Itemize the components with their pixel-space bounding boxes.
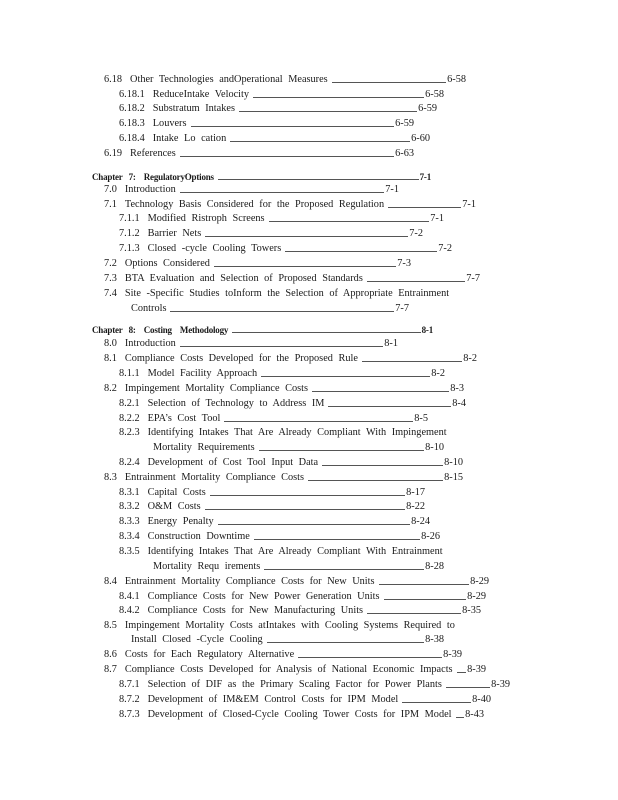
toc-entry-title: Selection of DIF as the Primary Scaling Factor for Power Plants	[147, 679, 442, 690]
toc-entry-number: 7.1.2	[119, 228, 140, 239]
toc-entry-title: Compliance Costs for New Manufacturing Units	[147, 605, 364, 616]
dot-leader	[388, 207, 461, 208]
toc-entry-8-3-5	[119, 545, 466, 558]
dot-leader	[253, 97, 424, 98]
toc-entry-number: 8.7.3	[119, 709, 140, 720]
toc-entry-title: Modified Ristroph Screens	[147, 213, 265, 224]
dot-leader	[332, 82, 446, 83]
dot-leader	[261, 376, 430, 377]
toc-entry-7-4	[104, 287, 470, 300]
toc-entry-number: 8.2.3	[119, 427, 140, 438]
toc-entry-number: 6.18.3	[119, 118, 145, 129]
toc-entry-number: 8.3	[104, 472, 117, 483]
toc-entry-7-1	[104, 198, 476, 211]
toc-entry-number: 7.1	[104, 199, 117, 210]
toc-chapter-heading	[92, 170, 431, 183]
toc-entry-8-5	[104, 619, 490, 632]
toc-page-number: 8-38	[425, 634, 444, 645]
toc-entry-8-7-3	[119, 708, 484, 721]
toc-entry-number: 6.18.1	[119, 89, 145, 100]
toc-entry-8-7-1	[119, 678, 510, 691]
dot-leader	[232, 332, 420, 333]
toc-entry-number: 8.2.2	[119, 413, 140, 424]
toc-entry-title: Barrier Nets	[147, 228, 202, 239]
toc-entry-number: 8.7.2	[119, 694, 140, 705]
dot-leader	[308, 480, 443, 481]
dot-leader	[264, 569, 424, 570]
toc-entry-title: Introduction	[124, 184, 176, 195]
toc-entry-title: Energy Penalty	[147, 516, 214, 527]
toc-page-number: 6-58	[447, 74, 466, 85]
dot-leader	[214, 266, 396, 267]
toc-entry-title: Louvers	[152, 118, 187, 129]
toc-entry-number: 6.19	[104, 148, 123, 159]
toc-entry-number: 8.3.4	[119, 531, 140, 542]
toc-entry-title: Compliance Costs for New Power Generation Units	[147, 591, 380, 602]
toc-entry-6-18-3	[119, 117, 414, 130]
toc-entry-continuation	[131, 633, 444, 646]
toc-entry-6-18-2	[119, 102, 437, 115]
toc-entry-8-3-4	[119, 530, 440, 543]
toc-entry-title: ReduceIntake Velocity	[152, 89, 250, 100]
toc-entry-number: 8.3.3	[119, 516, 140, 527]
toc-page-number: 8-24	[411, 516, 430, 527]
dot-leader	[224, 421, 413, 422]
toc-page-number: 8-10	[444, 457, 463, 468]
toc-entry-8-2	[104, 382, 464, 395]
toc-entry-8-7-2	[119, 693, 491, 706]
chapter-label: Chapter	[92, 172, 123, 182]
toc-entry-number: 8.3.1	[119, 487, 140, 498]
dot-leader	[170, 311, 394, 312]
dot-leader	[180, 346, 383, 347]
toc-entry-number: 7.2	[104, 258, 117, 269]
toc-entry-title: Impingement Mortality Compliance Costs	[124, 383, 309, 394]
toc-page-number: 7-1	[430, 213, 444, 224]
toc-entry-number: 8.1	[104, 353, 117, 364]
toc-entry-8-2-3	[119, 426, 470, 439]
toc-page-number: 6-63	[395, 148, 414, 159]
toc-page-number: 7-7	[466, 273, 480, 284]
dot-leader	[285, 251, 437, 252]
toc-entry-title: O&M Costs	[147, 501, 201, 512]
toc-page-number: 8-39	[443, 649, 462, 660]
toc-page-number: 8-3	[450, 383, 464, 394]
toc-entry-number: 8.7	[104, 664, 117, 675]
dot-leader	[446, 687, 490, 688]
toc-entry-7-3	[104, 272, 480, 285]
toc-entry-number: 7.0	[104, 184, 117, 195]
dot-leader	[384, 599, 467, 600]
toc-entry-8-3-2	[119, 500, 425, 513]
toc-entry-number: 8.5	[104, 620, 117, 631]
toc-entry-title: BTA Evaluation and Selection of Proposed Standards	[124, 273, 363, 284]
toc-page-number: 7-2	[438, 243, 452, 254]
toc-entry-number: 7.4	[104, 288, 117, 299]
toc-entry-title: EPA’s Cost Tool	[147, 413, 221, 424]
toc-entry-title: Development of Closed-Cycle Cooling Tower Costs for IPM Model	[147, 709, 452, 720]
dot-leader	[328, 406, 451, 407]
toc-page-number: 7-1	[385, 184, 399, 195]
toc-page-number: 6-58	[425, 89, 444, 100]
toc-entry-number: 8.2.1	[119, 398, 140, 409]
toc-entry-title: Install Closed -Cycle Cooling	[131, 634, 263, 645]
toc-entry-title: Entrainment Mortality Compliance Costs for New Units	[124, 576, 375, 587]
toc-entry-number: 7.3	[104, 273, 117, 284]
dot-leader	[259, 450, 424, 451]
chapter-title: 7: RegulatoryOptions	[128, 172, 214, 182]
dot-leader	[322, 465, 443, 466]
toc-page-number: 6-60	[411, 133, 430, 144]
toc-page-number: 8-39	[491, 679, 510, 690]
dot-leader	[230, 141, 410, 142]
dot-leader	[205, 236, 408, 237]
toc-page-number: 8-28	[425, 561, 444, 572]
toc-entry-8-4-2	[119, 604, 481, 617]
toc-entry-8-1	[104, 352, 477, 365]
toc-entry-6-18-4	[119, 132, 430, 145]
toc-page-number: 8-1	[421, 325, 433, 335]
toc-entry-title: Substratum Intakes	[152, 103, 235, 114]
toc-entry-number: 8.2	[104, 383, 117, 394]
dot-leader	[379, 584, 470, 585]
toc-entry-number: 8.6	[104, 649, 117, 660]
dot-leader	[239, 111, 417, 112]
toc-entry-8-1-1	[119, 367, 445, 380]
toc-entry-number: 8.7.1	[119, 679, 140, 690]
toc-entry-8-4-1	[119, 590, 486, 603]
toc-page-number: 7-7	[395, 303, 409, 314]
toc-entry-number: 8.3.5	[119, 546, 140, 557]
dot-leader	[267, 642, 424, 643]
toc-chapter-heading	[92, 323, 433, 336]
toc-page-number: 8-43	[465, 709, 484, 720]
toc-entry-title: Costs for Each Regulatory Alternative	[124, 649, 295, 660]
dot-leader	[269, 221, 430, 222]
toc-page-number: 8-35	[462, 605, 481, 616]
dot-leader	[180, 192, 384, 193]
toc-entry-title: Intake Lo cation	[152, 133, 227, 144]
toc-page-number: 8-26	[421, 531, 440, 542]
toc-entry-title: Development of IM&EM Control Costs for IPM Model	[147, 694, 399, 705]
toc-page-number: 7-3	[397, 258, 411, 269]
dot-leader	[367, 613, 461, 614]
toc-entry-title: Capital Costs	[147, 487, 206, 498]
toc-page-number: 6-59	[418, 103, 437, 114]
toc-entry-8-2-4	[119, 456, 463, 469]
toc-entry-number: 8.1.1	[119, 368, 140, 379]
toc-entry-number: 7.1.1	[119, 213, 140, 224]
toc-entry-continuation	[153, 560, 444, 573]
toc-entry-title: Entrainment Mortality Compliance Costs	[124, 472, 305, 483]
dot-leader	[362, 361, 462, 362]
toc-page-number: 8-17	[406, 487, 425, 498]
toc-entry-title: Introduction	[124, 338, 176, 349]
dot-leader	[312, 391, 449, 392]
toc-entry-8-2-1	[119, 397, 466, 410]
toc-entry-title: Technology Basis Considered for the Proposed Regulation	[124, 199, 385, 210]
toc-entry-8-3-1	[119, 486, 425, 499]
dot-leader	[210, 495, 405, 496]
toc-page-number: 6-59	[395, 118, 414, 129]
toc-entry-7-0	[104, 183, 399, 196]
dot-leader	[180, 156, 394, 157]
toc-entry-title: Impingement Mortality Costs atIntakes with Cooling Systems Required to	[124, 620, 455, 631]
toc-entry-8-0	[104, 337, 398, 350]
toc-entry-number: 8.3.2	[119, 501, 140, 512]
toc-entry-title: Closed -cycle Cooling Towers	[147, 243, 282, 254]
dot-leader	[402, 702, 471, 703]
dot-leader	[218, 179, 419, 180]
toc-page-number: 8-2	[463, 353, 477, 364]
dot-leader	[191, 126, 395, 127]
toc-page-number: 8-1	[384, 338, 398, 349]
toc-page-number: 8-40	[472, 694, 491, 705]
dot-leader	[205, 509, 405, 510]
toc-entry-title: Selection of Technology to Address IM	[147, 398, 325, 409]
toc-entry-8-3	[104, 471, 463, 484]
toc-entry-number: 8.2.4	[119, 457, 140, 468]
toc-page-number: 8-5	[414, 413, 428, 424]
toc-entry-number: 6.18.2	[119, 103, 145, 114]
toc-entry-title: References	[130, 148, 176, 159]
toc-entry-number: 6.18	[104, 74, 123, 85]
dot-leader	[254, 539, 420, 540]
toc-page-number: 8-39	[467, 664, 486, 675]
toc-entry-number: 7.1.3	[119, 243, 140, 254]
toc-entry-8-2-2	[119, 412, 428, 425]
toc-entry-continuation	[153, 441, 444, 454]
toc-entry-7-2	[104, 257, 411, 270]
dot-leader	[456, 717, 465, 718]
toc-entry-7-1-2	[119, 227, 423, 240]
toc-entry-title: Model Facility Approach	[147, 368, 258, 379]
toc-page-number: 8-15	[444, 472, 463, 483]
toc-entry-title: Development of Cost Tool Input Data	[147, 457, 319, 468]
toc-entry-continuation	[131, 302, 409, 315]
toc-page-number: 7-1	[419, 172, 431, 182]
toc-entry-8-6	[104, 648, 462, 661]
toc-entry-title: Controls	[131, 303, 167, 314]
toc-entry-7-1-3	[119, 242, 452, 255]
toc-entry-number: 6.18.4	[119, 133, 145, 144]
toc-entry-6-18	[104, 73, 466, 86]
chapter-title: 8: Costing Methodology	[128, 325, 229, 335]
toc-page-number: 8-29	[470, 576, 489, 587]
toc-page-number: 7-2	[409, 228, 423, 239]
toc-entry-7-1-1	[119, 212, 444, 225]
toc-entry-title: Construction Downtime	[147, 531, 250, 542]
toc-page-number: 8-29	[467, 591, 486, 602]
toc-page-number: 8-10	[425, 442, 444, 453]
toc-entry-title: Site -Specific Studies toInform the Selection of Appropriate Entrainment	[124, 288, 450, 299]
dot-leader	[218, 524, 411, 525]
toc-entry-number: 8.4.1	[119, 591, 140, 602]
toc-entry-title: Compliance Costs Developed for Analysis of National Economic Impacts	[124, 664, 453, 675]
toc-entry-6-19	[104, 147, 414, 160]
chapter-label: Chapter	[92, 325, 123, 335]
toc-entry-title: Mortality Requ irements	[153, 561, 261, 572]
toc-entry-8-7	[104, 663, 486, 676]
toc-entry-8-3-3	[119, 515, 430, 528]
toc-entry-title: Identifying Intakes That Are Already Compliant With Entrainment	[147, 546, 443, 557]
toc-entry-title: Other Technologies andOperational Measures	[130, 74, 328, 85]
toc-entry-title: Mortality Requirements	[153, 442, 255, 453]
toc-entry-6-18-1	[119, 88, 444, 101]
dot-leader	[457, 672, 467, 673]
toc-entry-number: 8.4	[104, 576, 117, 587]
toc-page-number: 8-2	[431, 368, 445, 379]
dot-leader	[298, 657, 442, 658]
toc-entry-number: 8.4.2	[119, 605, 140, 616]
toc-entry-title: Identifying Intakes That Are Already Compliant With Impingement	[147, 427, 447, 438]
toc-page-number: 8-4	[452, 398, 466, 409]
toc-entry-number: 8.0	[104, 338, 117, 349]
toc-entry-8-4	[104, 575, 489, 588]
toc-entry-title: Compliance Costs Developed for the Proposed Rule	[124, 353, 358, 364]
toc-page-number: 7-1	[462, 199, 476, 210]
toc-page-number: 8-22	[406, 501, 425, 512]
toc-entry-title: Options Considered	[124, 258, 210, 269]
dot-leader	[367, 281, 465, 282]
